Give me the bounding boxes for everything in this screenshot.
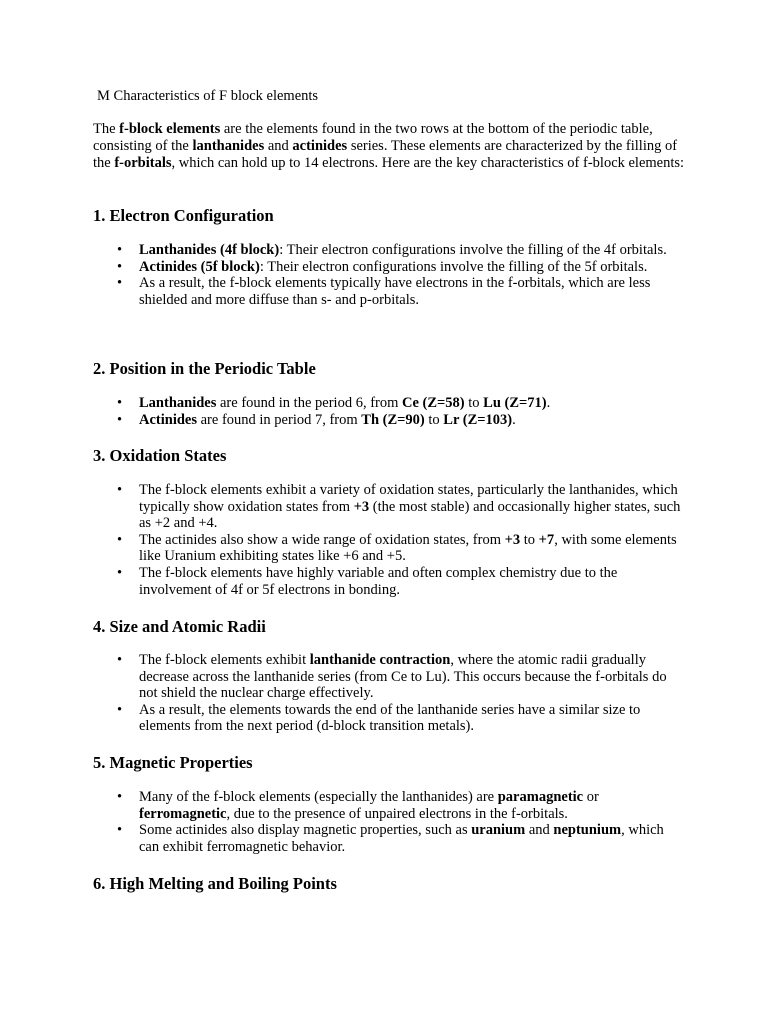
section-list-size-atomic-radii [93,652,685,735]
section-list-magnetic-properties [93,789,685,855]
bold-text: paramagnetic [497,789,584,805]
text-run: are found in the period 6, from [216,395,403,411]
text-run: to [520,531,539,548]
bold-text: +3 [504,531,521,548]
bold-text: f-orbitals [114,155,172,171]
bold-text: lanthanide contraction [309,652,451,668]
bold-text: Lanthanides (4f block) [139,242,280,258]
text-run: The [93,121,120,137]
intro-paragraph [93,121,685,172]
text-run: and [264,138,293,154]
bold-text: Lu (Z=71) [483,395,547,411]
text-run: The f-block elements have highly variable and often complex chemistry due to the involvement of 4f or 5f electrons in bonding. [139,564,618,598]
bold-text: Ce (Z=58) [402,395,465,411]
bold-text: lanthanides [192,138,265,154]
section-heading-oxidation-states: 3. Oxidation States [93,446,227,465]
text-run: Many of the f-block elements (especially the lanthanides) are [139,789,498,805]
text-run: or [583,789,599,805]
section-list-oxidation-states [93,482,685,598]
bold-text: Lanthanides [139,395,217,411]
section-list-periodic-table-position [93,395,685,428]
bullet-item [139,702,685,735]
bold-text: actinides [292,138,348,154]
bold-text: ferromagnetic [139,805,227,822]
text-run: As a result, the f-block elements typically have electrons in the f-orbitals, which are less shielded and more diffuse than s- and p-orbitals. [139,275,651,308]
text-run: (the most stable) and occasionally higher states, such as +2 and +4. [139,498,681,532]
section-heading-periodic-table-position: 2. Position in the Periodic Table [93,359,316,378]
section-heading-size-atomic-radii: 4. Size and Atomic Radii [93,617,266,636]
section-heading-melting-boiling-points: 6. High Melting and Boiling Points [93,874,337,893]
bullet-item [139,242,685,259]
bullet-item [139,532,685,565]
bullet-item [139,412,685,429]
section-heading-electron-configuration: 1. Electron Configuration [93,206,274,225]
text-run: : Their electron configurations involve the filling of the 5f orbitals. [259,258,648,275]
text-run: are the elements found in the two rows at the bottom of the periodic table, consisting of the [93,121,653,154]
text-run: . [512,411,516,428]
text-run: and [525,822,554,839]
text-run: are found in period 7, from [197,411,362,428]
text-run: series. These elements are characterized by the filling of the [93,138,678,171]
text-run: to [424,411,444,428]
bold-text: uranium [471,822,526,839]
bold-text: Actinides [139,411,197,428]
bold-text: +3 [353,498,370,515]
bullet-item [139,565,685,598]
text-run: to [464,395,484,411]
text-run: , which can exhibit ferromagnetic behavior. [139,822,664,855]
text-run: , due to the presence of unpaired electrons in the f-orbitals. [226,805,568,822]
text-run: , which can hold up to 14 electrons. Here are the key characteristics of f-block elements: [171,155,685,171]
document-title: M Characteristics of F block elements [97,88,319,104]
text-run: . [546,395,551,411]
bullet-item [139,395,685,412]
text-run: : Their electron configurations involve the filling of the 4f orbitals. [279,242,667,258]
bold-text: f-block elements [119,121,221,137]
bold-text: Actinides (5f block) [139,258,260,275]
text-run: As a result, the elements towards the end of the lanthanide series have a similar size to elements from the next period (d-block transition metals). [139,701,641,735]
section-heading-magnetic-properties: 5. Magnetic Properties [93,753,253,772]
bullet-item [139,259,685,276]
bullet-item [139,789,685,822]
bullet-item [139,275,685,308]
text-run: The f-block elements exhibit [139,652,310,668]
bullet-item [139,822,685,855]
bold-text: +7 [538,531,555,548]
bullet-item [139,482,685,532]
text-run: Some actinides also display magnetic properties, such as [139,822,472,839]
bullet-item [139,652,685,702]
bold-text: neptunium [553,822,622,839]
text-run: , with some elements like Uranium exhibiting states like +6 and +5. [139,531,677,565]
bold-text: Th (Z=90) [361,411,425,428]
text-run: , where the atomic radii gradually decrease across the lanthanide series (from Ce to Lu). This occurs because the f-orbitals do not shield the nuclear charge effectively. [139,652,667,702]
section-list-electron-configuration [93,242,685,308]
text-run: The f-block elements exhibit a variety of oxidation states, particularly the lanthanides, which typically show oxidation states from [139,482,678,515]
text-run: The actinides also show a wide range of oxidation states, from [139,531,505,548]
bold-text: Lr (Z=103) [443,411,513,428]
